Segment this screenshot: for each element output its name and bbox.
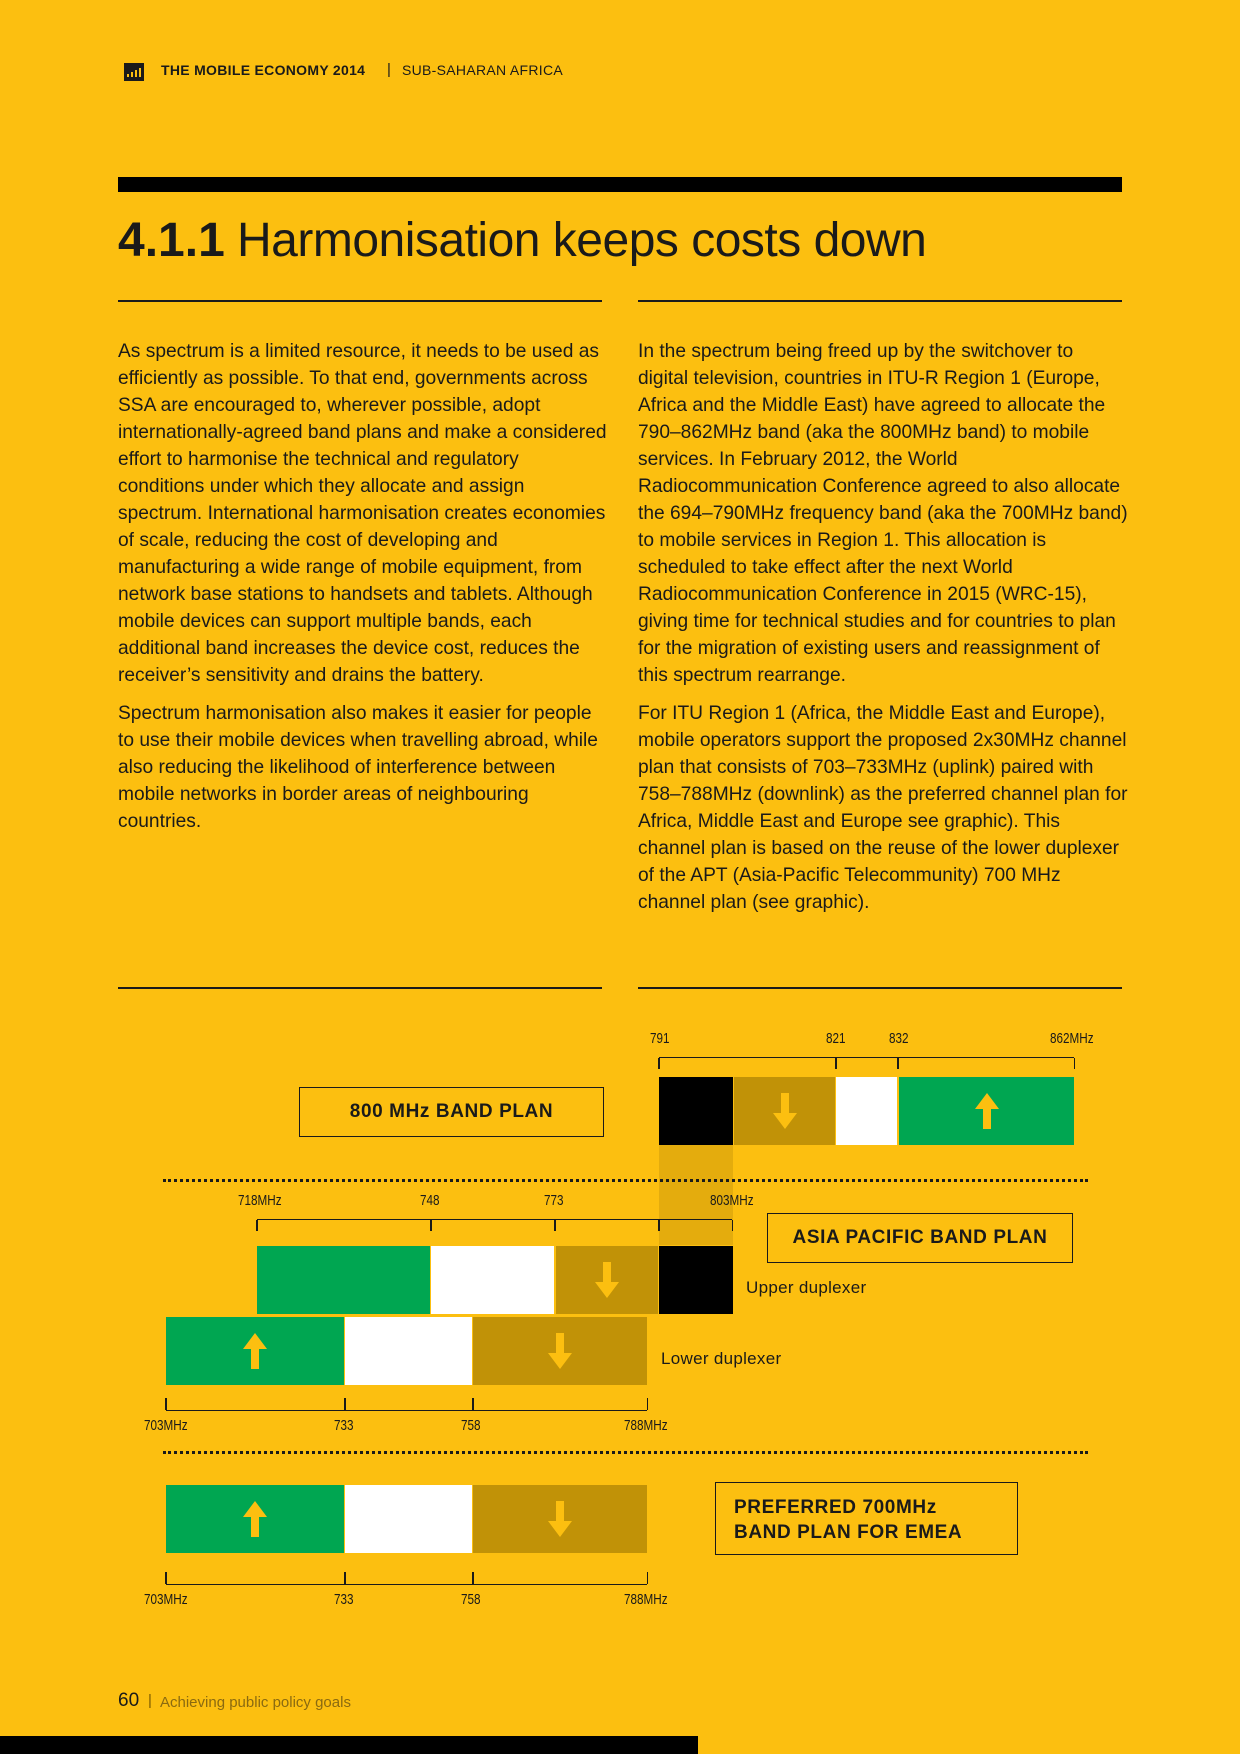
emea-tick-733: 733 — [334, 1591, 354, 1608]
footer-separator: | — [148, 1692, 152, 1709]
emea-tick-788mhz: 788MHz — [624, 1591, 668, 1608]
tick-862mhz: 862MHz — [1050, 1030, 1094, 1047]
band800-guard-block — [836, 1077, 897, 1145]
upper-duplexer-label: Upper duplexer — [746, 1278, 867, 1297]
band800-bracket — [659, 1057, 1074, 1068]
right-column-top-rule — [638, 300, 1122, 302]
tick-821: 821 — [826, 1030, 846, 1047]
band800-label-box — [299, 1087, 604, 1137]
tick-803mhz: 803MHz — [710, 1192, 754, 1209]
emea-tick-758: 758 — [461, 1591, 481, 1608]
left-column — [118, 338, 608, 846]
asia-lower-guard-block — [345, 1317, 472, 1385]
arrow-down-icon — [548, 1333, 572, 1369]
arrow-down-icon — [548, 1501, 572, 1537]
section-top-bar — [118, 177, 1122, 192]
band800-label: 800 MHz BAND PLAN — [349, 1101, 554, 1122]
tick-773: 773 — [544, 1192, 564, 1209]
asia-bottom-bracket — [166, 1398, 647, 1411]
emea-downlink-block — [473, 1485, 647, 1553]
asia-upper-uplink-block — [257, 1246, 430, 1314]
asia-tick-788mhz: 788MHz — [624, 1417, 668, 1434]
asia-tick-703mhz: 703MHz — [144, 1417, 188, 1434]
asia-lower-downlink-block — [473, 1317, 647, 1385]
report-title: THE MOBILE ECONOMY 2014 — [161, 62, 366, 78]
emea-label-line2: BAND PLAN FOR EMEA — [734, 1522, 963, 1543]
section-number: 4.1.1 — [118, 214, 225, 267]
asia-upper-guard-block — [431, 1246, 554, 1314]
arrow-down-icon — [595, 1262, 619, 1298]
emea-label-line1: PREFERRED 700MHz — [734, 1497, 937, 1518]
dotted-divider-2 — [163, 1451, 1088, 1454]
arrow-up-icon — [243, 1501, 267, 1537]
left-column-top-rule — [118, 300, 602, 302]
asia-label: ASIA PACIFIC BAND PLAN — [792, 1227, 1048, 1248]
dotted-divider-1 — [163, 1179, 1088, 1182]
arrow-up-icon — [975, 1093, 999, 1129]
emea-uplink-block — [166, 1485, 344, 1553]
band800-duplex-gap-block — [659, 1077, 733, 1145]
gsma-logo-icon — [124, 63, 144, 81]
left-column-bottom-rule — [118, 987, 602, 989]
header-separator: | — [387, 61, 391, 78]
band800-downlink-block — [734, 1077, 835, 1145]
emea-tick-703mhz: 703MHz — [144, 1591, 188, 1608]
emea-bottom-bracket — [166, 1572, 647, 1585]
asia-tick-733: 733 — [334, 1417, 354, 1434]
arrow-down-icon — [773, 1093, 797, 1129]
footer-bar — [0, 1736, 698, 1754]
asia-top-bracket — [257, 1219, 732, 1230]
tick-748: 748 — [420, 1192, 440, 1209]
asia-label-box — [767, 1213, 1073, 1263]
lower-duplexer-label: Lower duplexer — [661, 1349, 782, 1368]
right-paragraph-1: In the spectrum being freed up by the switchover to digital television, countries in ITU-R Region 1 (Europe, Africa and the Middle East) have agreed to allocate the 790–862MHz band (aka the 800MHz band) to mobile services. In February 2012, the World Radiocommunication Conference agreed to also allocate the 694–790MHz frequency band (aka the 700MHz band) to mobile services in Region 1. This allocation is scheduled to take effect after the next World Radiocommunication Conference in 2015 (WRC-15), giving time for technical studies and for countries to plan for the migration of existing users and reassignment of this spectrum rearrange. — [638, 341, 1128, 686]
asia-lower-uplink-block — [166, 1317, 344, 1385]
emea-guard-block — [345, 1485, 472, 1553]
arrow-up-icon — [243, 1333, 267, 1369]
footer-chapter-title: Achieving public policy goals — [160, 1694, 351, 1711]
page-number: 60 — [118, 1690, 140, 1711]
asia-upper-downlink-block — [556, 1246, 658, 1314]
section-title: Harmonisation keeps costs down — [237, 214, 927, 267]
right-paragraph-2: For ITU Region 1 (Africa, the Middle East and Europe), mobile operators support the proposed 2x30MHz channel plan that consists of 703–733MHz (uplink) paired with 758–788MHz (downlink) as the preferred channel plan for Africa, Middle East and Europe see graphic). This channel plan is based on the reuse of the lower duplexer of the APT (Asia-Pacific Telecommunity) 700 MHz channel plan (see graphic). — [638, 703, 1128, 913]
report-subtitle: SUB-SAHARAN AFRICA — [402, 62, 563, 78]
tick-791: 791 — [650, 1030, 670, 1047]
right-column-bottom-rule — [638, 987, 1122, 989]
asia-upper-duplex-block — [659, 1246, 733, 1314]
tick-832: 832 — [889, 1030, 909, 1047]
band800-uplink-block — [899, 1077, 1074, 1145]
left-paragraph-2: Spectrum harmonisation also makes it easier for people to use their mobile devices when travelling abroad, while also reducing the likelihood of interference between mobile networks in border areas of neighbouring countries. — [118, 703, 598, 832]
emea-label-box — [715, 1482, 1018, 1555]
tick-718mhz: 718MHz — [238, 1192, 282, 1209]
right-column — [638, 338, 1128, 927]
left-paragraph-1: As spectrum is a limited resource, it needs to be used as efficiently as possible. To that end, governments across SSA are encouraged to, wherever possible, adopt internationally-agreed band plans and make a considered effort to harmonise the technical and regulatory conditions under which they allocate and assign spectrum. International harmonisation creates economies of scale, reducing the cost of developing and manufacturing a wide range of mobile equipment, from network base stations to handsets and tablets. Although mobile devices can support multiple bands, each additional band increases the device cost, reduces the receiver’s sensitivity and drains the battery. — [118, 341, 607, 686]
asia-tick-758: 758 — [461, 1417, 481, 1434]
